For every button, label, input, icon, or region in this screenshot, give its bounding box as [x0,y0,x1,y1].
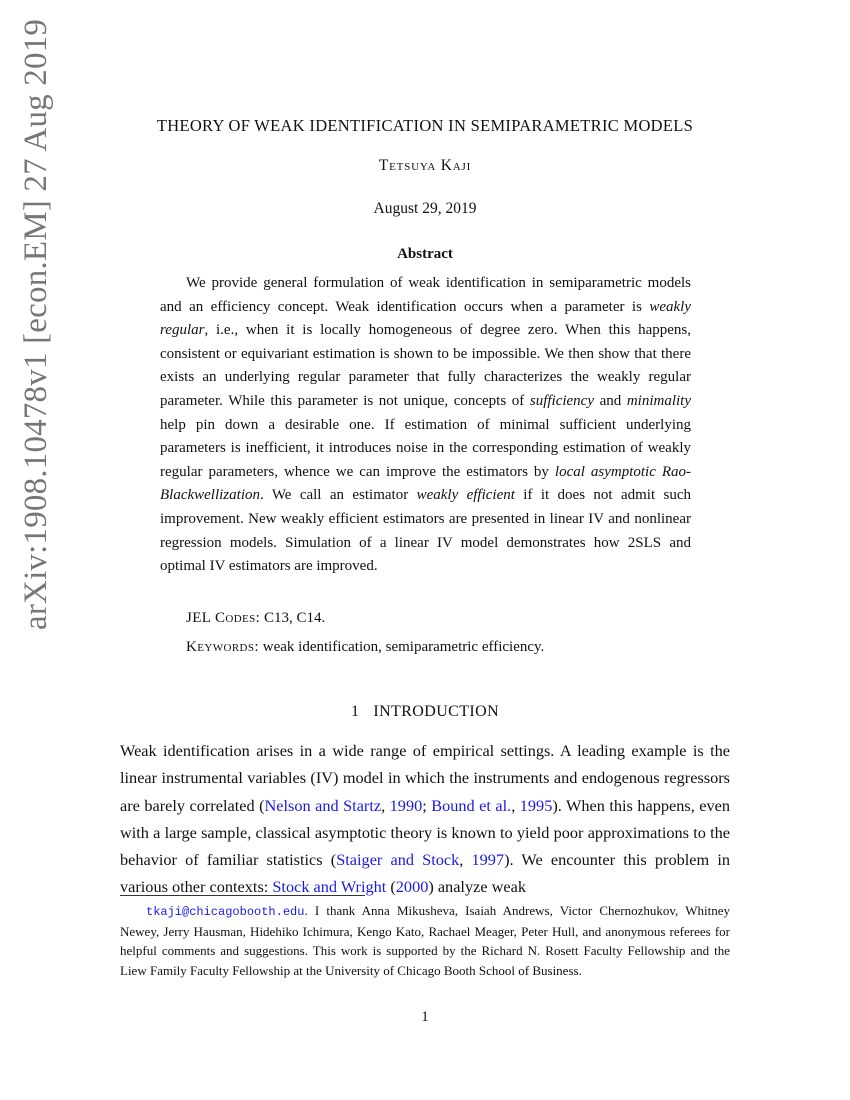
abstract-emphasis: weakly efficient [416,487,515,504]
footnote-text: . I thank Anna Mikusheva, Isaiah Andrews, Victor Chernozhukov, Whitney Newey, Jerry Hausman, Hidehiko Ichimura, Kengo Kato, Rachael Meager, Peter Hull, and anonymous referees for helpful comments and suggestions. This work is supported by the Richard N. Rosett Faculty Fellowship and the Liew Family Faculty Fellowship at the University of Chicago Booth School of Business. [120,903,730,978]
footnote [120,901,730,980]
footnote-divider [120,895,365,896]
section-heading [0,703,850,721]
abstract-emphasis: weakly regular [160,298,691,339]
abstract-emphasis: sufficiency [529,392,594,409]
section-number: 1 [350,703,360,720]
intro-text: Weak identification arises in a wide range of empirical settings. A leading example is the linear instrumental variables (IV) model in which the instruments and endogenous regressors are barely correlated ( [120,741,730,815]
abstract-emphasis: local asymptotic Rao-Blackwellization [160,463,691,504]
citation-link[interactable]: Staiger and Stock [336,850,460,870]
intro-text: ( [386,877,396,897]
keywords [186,639,544,656]
keywords-value: weak identification, semiparametric efficiency. [259,639,545,655]
intro-text: , [381,795,390,815]
intro-text: , [459,850,472,870]
intro-text: ) analyze weak [428,877,526,897]
citation-link[interactable]: Stock and Wright [272,877,387,897]
intro-text: ). We encounter this problem in various other contexts: [120,850,730,897]
citation-link[interactable]: 1990 [389,795,423,815]
abstract-text: if it does not admit such improvement. New weakly efficient estimators are presented in linear IV and nonlinear regression models. Simulation of a linear IV model demonstrates how 2SLS and optimal IV estimators are improved. [160,487,691,575]
citation-link[interactable]: 2000 [395,877,429,897]
author-email-link[interactable]: tkaji@chicagobooth.edu [146,905,305,919]
page-number: 1 [421,1009,429,1025]
citation-link[interactable]: Bound et al. [431,795,512,815]
paper-title: THEORY OF WEAK IDENTIFICATION IN SEMIPARAMETRIC MODELS [156,116,694,135]
paper-date: August 29, 2019 [373,200,477,217]
arxiv-identifier-stamp[interactable]: arXiv:1908.10478v1 [econ.EM] 27 Aug 2019 [18,18,54,630]
jel-codes [186,610,325,627]
abstract-text: We provide general formulation of weak identification in semiparametric models and an efficiency concept. Weak identification occurs when a parameter is [160,275,691,315]
abstract-text: help pin down a desirable one. If estimation of minimal sufficient underlying parameters is inefficient, it introduces noise in the corresponding estimation of weakly regular parameters, whence we can improve the estimators by [160,416,691,480]
intro-text: , [511,795,520,815]
jel-label: JEL Codes: [186,610,261,626]
section-title: INTRODUCTION [373,703,500,720]
intro-text: ). When this happens, even with a large sample, classical asymptotic theory is known to yield poor approximations to the behavior of familiar statistics ( [120,795,731,870]
keywords-label: Keywords: [186,639,259,655]
citation-link[interactable]: 1995 [519,795,553,815]
abstract-emphasis: minimality [626,392,691,409]
abstract-heading: Abstract [397,246,453,262]
abstract-text: , i.e., when it is locally homogeneous of degree zero. When this happens, consistent or equivariant estimation is shown to be impossible. We then show that there exists an underlying regular parameter that fully characterizes the weakly regular parameter. While this parameter is not unique, concepts of [160,322,691,409]
citation-link[interactable]: Nelson and Startz [264,795,382,815]
jel-value: C13, C14. [260,610,326,626]
abstract-text: . We call an estimator [259,487,417,504]
author-name: Tetsuya Kaji [378,157,472,174]
abstract-body [160,272,691,579]
abstract-text: and [594,392,627,409]
citation-link[interactable]: 1997 [471,850,505,870]
intro-paragraph [120,737,730,901]
intro-text: ; [422,795,432,815]
